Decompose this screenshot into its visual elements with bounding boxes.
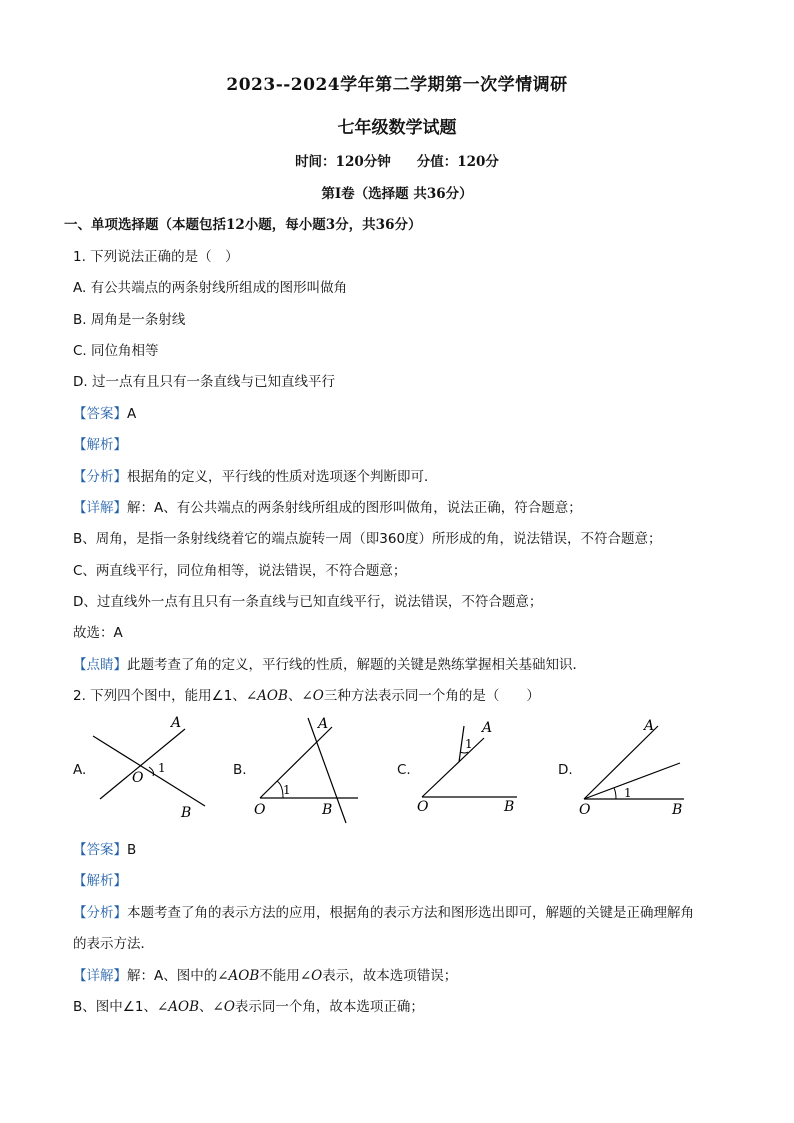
fig-b-point-b: B <box>322 802 333 818</box>
q1-option-b: B. 周角是一条射线 <box>73 312 186 328</box>
q1-option-d: D. 过一点有且只有一条直线与已知直线平行 <box>73 374 335 390</box>
exam-time: 时间：120分钟 <box>295 154 391 170</box>
fenxi-tag: 【分析】 <box>73 905 127 921</box>
q1-fenxi <box>73 465 438 485</box>
fig-c-point-o: O <box>417 799 429 815</box>
detail-a-mid: 不能用 <box>259 968 300 984</box>
figure-a <box>85 712 215 822</box>
fig-b-point-o: O <box>254 802 266 818</box>
detail-b-sep: 、 <box>199 999 213 1015</box>
q1-analysis-tag: 【解析】 <box>73 437 127 453</box>
exam-subtitle: 七年级数学试题 <box>337 118 457 138</box>
fig-label-d: D. <box>558 762 573 778</box>
figure-d <box>574 712 694 822</box>
answer-value: B <box>127 842 137 858</box>
fig-b-point-a: A <box>318 716 329 732</box>
section-heading: 一、单项选择题（本题包括12小题，每小题3分，共36分） <box>64 217 422 233</box>
detail-b-pre: B、图中∠1、 <box>73 999 157 1015</box>
q2-stem-post: 三种方法表示同一个角的是（ ） <box>323 688 540 704</box>
fig-a-line-ob <box>93 736 205 806</box>
fig-c-short-ray <box>459 726 464 762</box>
fig-label-c: C. <box>397 762 411 778</box>
q1-dianjing <box>73 653 586 673</box>
dianjing-text: 此题考查了角的定义，平行线的性质，解题的关键是熟练掌握相关基础知识． <box>127 657 586 673</box>
answer-tag: 【答案】 <box>73 406 127 422</box>
detail-b-o: ∠O <box>212 999 235 1015</box>
fig-label-b: B. <box>233 762 247 778</box>
q1-detail-c: C、两直线平行，同位角相等，说法错误，不符合题意； <box>73 563 407 579</box>
detail-a-aob: ∠AOB <box>217 968 260 984</box>
fig-d-label-1: 1 <box>624 786 632 800</box>
detail-tag: 【详解】 <box>73 500 127 516</box>
fig-label-a: A. <box>73 762 87 778</box>
q2-stem <box>73 684 540 704</box>
fenxi-text: 本题考查了角的表示方法的应用，根据角的表示方法和图形选出即可，解题的关键是正确理解角 <box>127 905 694 921</box>
detail-a-post: 表示，故本选项错误； <box>322 968 458 984</box>
fig-d-middle-ray <box>584 763 680 799</box>
exam-title: 2023--2024学年第二学期第一次学情调研 <box>226 75 568 95</box>
detail-b-aob: ∠AOB <box>156 999 200 1015</box>
fig-a-label-1: 1 <box>158 761 166 775</box>
q2-analysis-tag: 【解析】 <box>73 873 127 889</box>
answer-value: A <box>127 406 137 422</box>
fig-c-point-a: A <box>482 720 493 736</box>
q2-detail-b <box>73 995 424 1015</box>
dianjing-tag: 【点睛】 <box>73 657 127 673</box>
fig-d-point-o: O <box>579 802 591 818</box>
q1-detail-d: D、过直线外一点有且只有一条直线与已知直线平行，说法错误，不符合题意； <box>73 594 543 610</box>
fig-a-line-oa <box>100 729 185 799</box>
q1-answer <box>73 402 136 422</box>
fig-d-point-b: B <box>672 802 683 818</box>
fig-c-angle-arc <box>460 752 468 753</box>
fenxi-text: 根据角的定义，平行线的性质对选项逐个判断即可． <box>127 469 438 485</box>
fig-d-angle-arc <box>614 788 616 799</box>
answer-tag: 【答案】 <box>73 842 127 858</box>
detail-b-post: 表示同一个角，故本选项正确； <box>234 999 424 1015</box>
q1-stem: 1. 下列说法正确的是（ ） <box>73 249 239 265</box>
fig-d-line-oa <box>584 726 658 799</box>
fenxi-tag: 【分析】 <box>73 469 127 485</box>
fig-c-point-b: B <box>504 799 515 815</box>
fig-a-point-o: O <box>132 770 144 786</box>
q2-answer <box>73 838 136 858</box>
fig-a-point-b: B <box>181 805 192 821</box>
q1-option-c: C. 同位角相等 <box>73 343 159 359</box>
fig-b-label-1: 1 <box>283 783 291 797</box>
q2-detail-a <box>73 964 457 984</box>
q1-detail-b: B、周角，是指一条射线绕着它的端点旋转一周（即360度）所形成的角，说法错误，不符合题意； <box>73 531 662 547</box>
detail-a-o: ∠O <box>299 968 323 984</box>
figure-c <box>412 712 527 820</box>
fig-a-point-a: A <box>171 715 182 731</box>
q1-choose: 故选：A <box>73 625 123 641</box>
exam-score: 分值：120分 <box>416 154 499 170</box>
q2-stem-pre: 2. 下列四个图中，能用∠1、 <box>73 688 246 704</box>
q2-fenxi-cont: 的表示方法． <box>73 936 154 952</box>
fig-c-line-oa <box>422 738 484 797</box>
q1-option-a: A. 有公共端点的两条射线所组成的图形叫做角 <box>73 280 348 296</box>
q1-detail <box>73 496 582 516</box>
q2-stem-sep: 、 <box>287 688 302 704</box>
q2-stem-o: ∠O <box>301 688 324 704</box>
detail-text: 解：A、有公共端点的两条射线所组成的图形叫做角，说法正确，符合题意； <box>127 500 582 516</box>
volume-heading: 第Ⅰ卷（选择题 共36分） <box>321 186 473 202</box>
fig-b-line-oa <box>260 727 332 798</box>
q2-stem-aob: ∠AOB <box>245 688 288 704</box>
detail-tag: 【详解】 <box>73 968 127 984</box>
fig-d-point-a: A <box>644 718 655 734</box>
q2-fenxi <box>73 901 694 921</box>
fig-c-label-1: 1 <box>465 737 473 751</box>
exam-meta <box>0 150 794 170</box>
detail-a-pre: 解：A、图中的 <box>127 968 218 984</box>
figure-b <box>250 710 370 826</box>
